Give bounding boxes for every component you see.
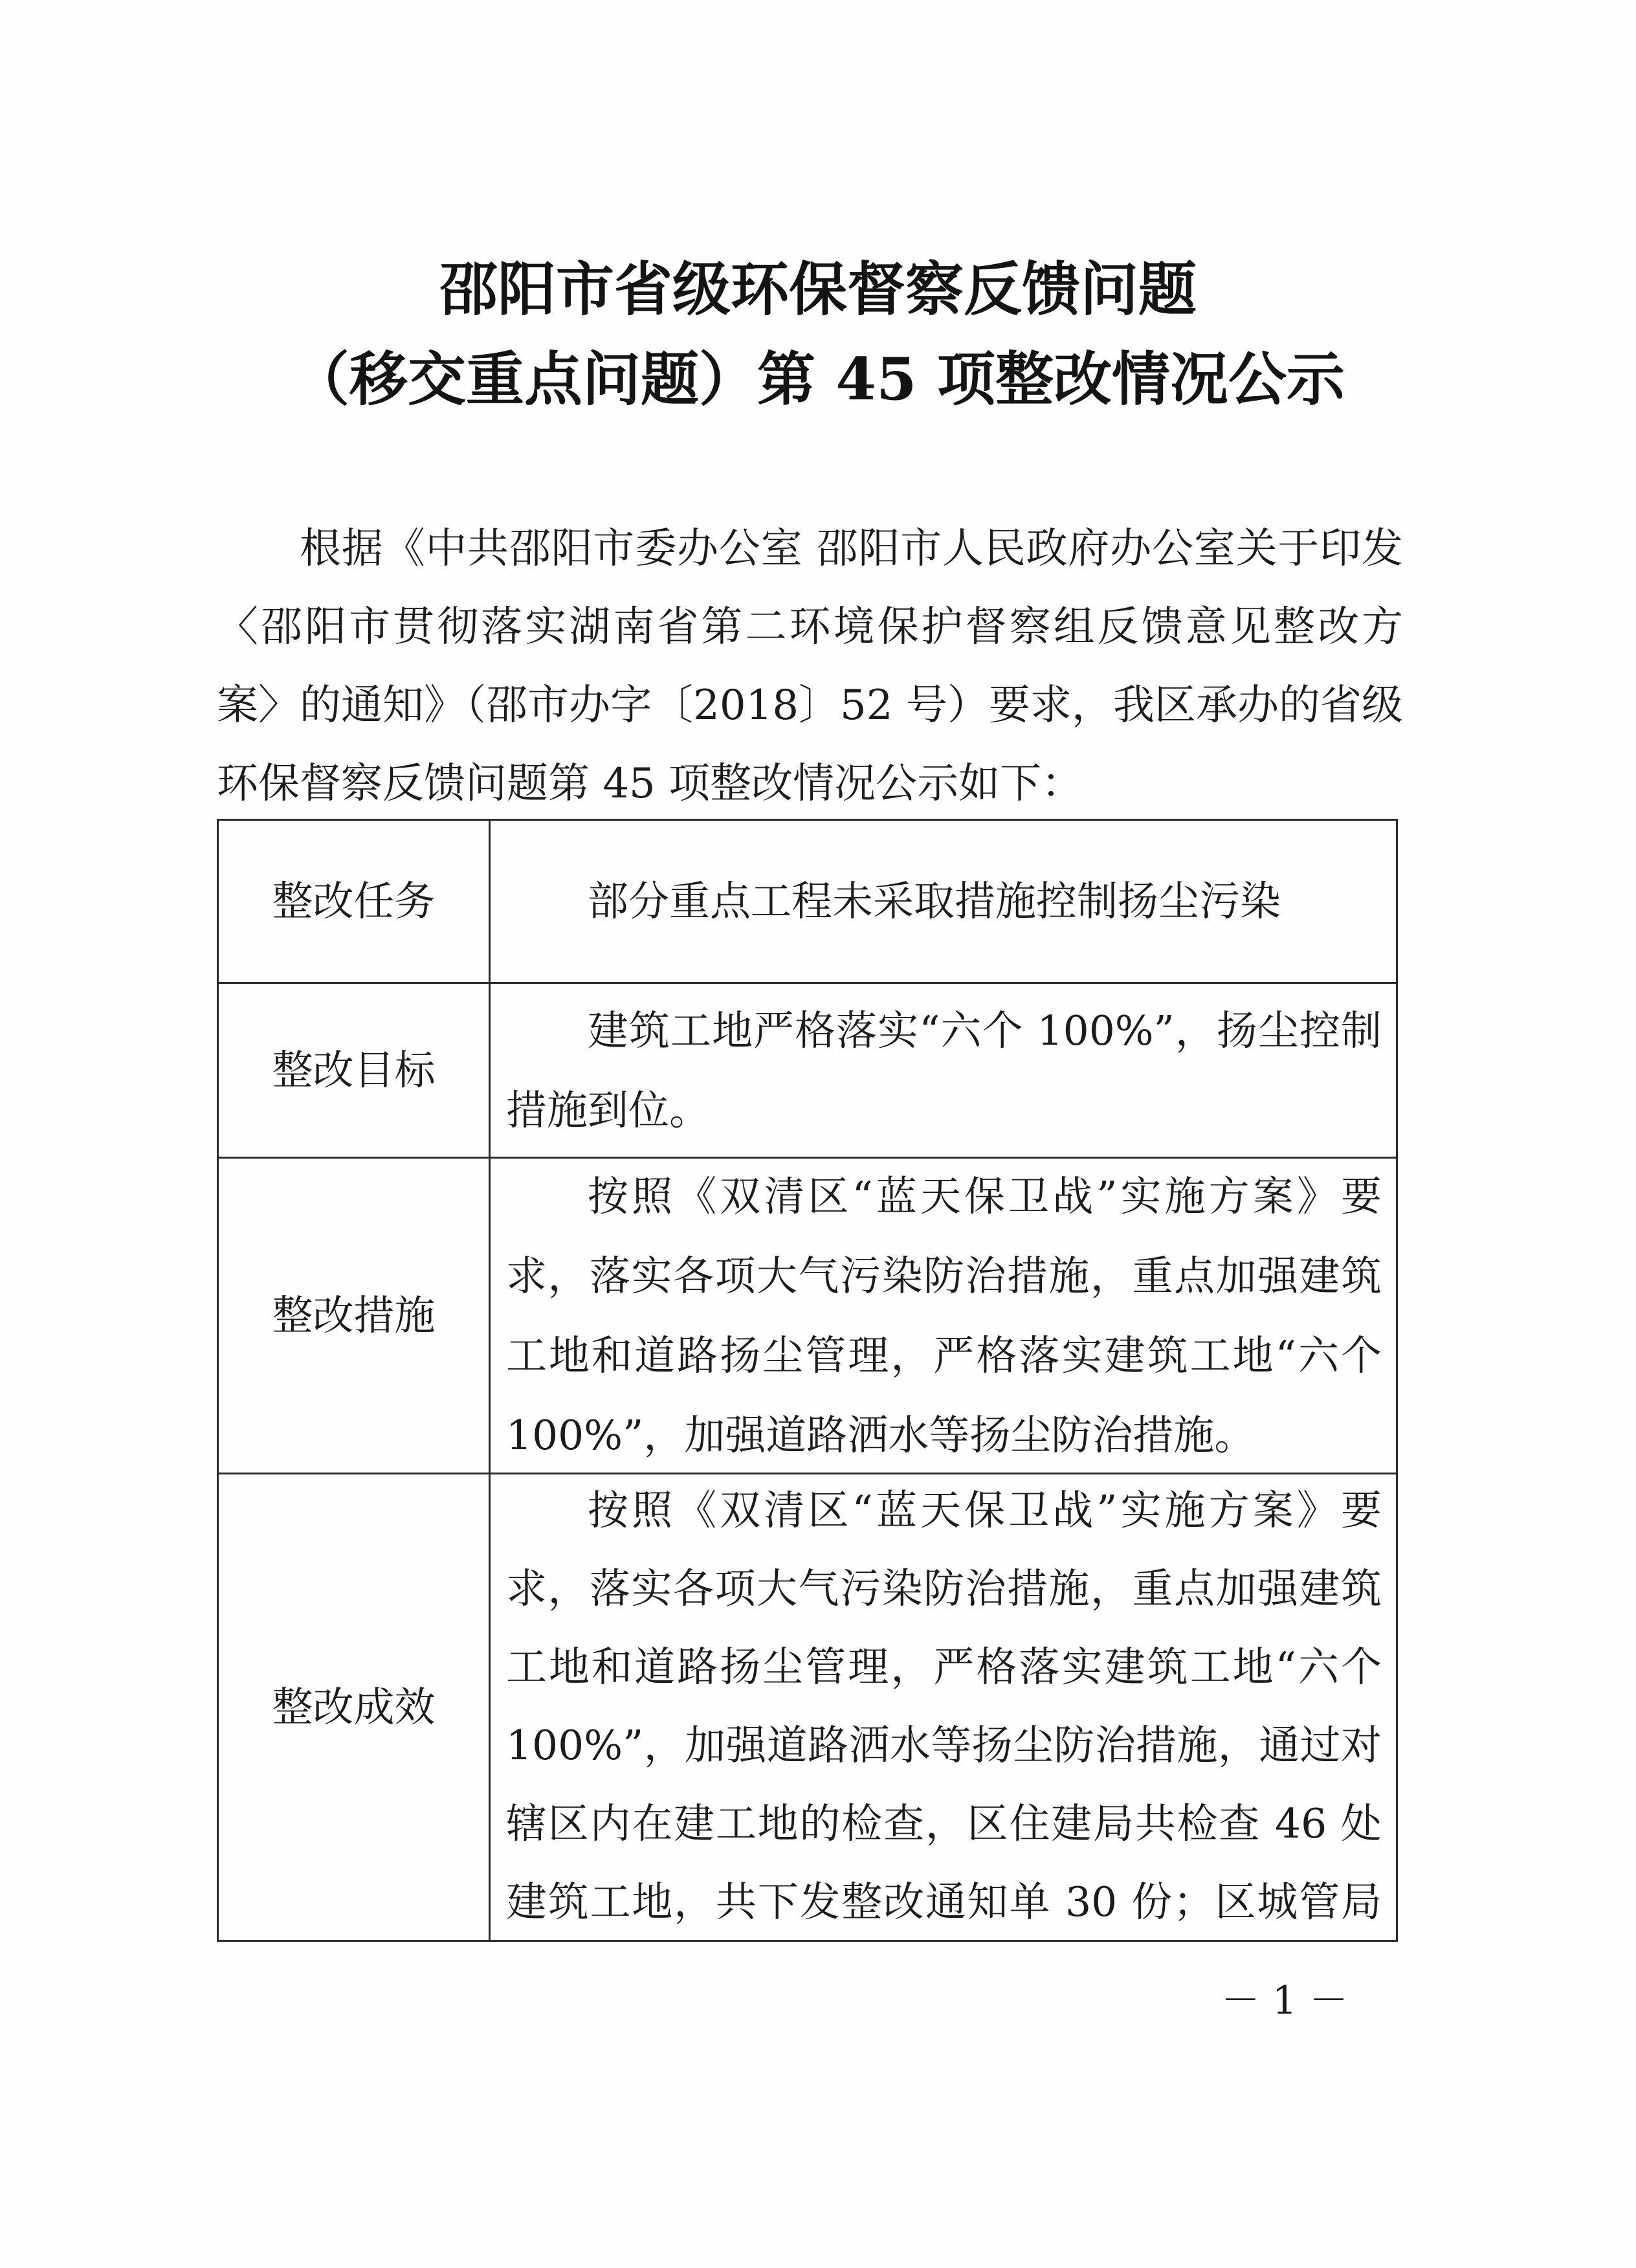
row-content-task xyxy=(491,821,1396,982)
table-row-results xyxy=(219,1474,1396,1942)
intro-line: 根据《中共邵阳市委办公室 邵阳市人民政府办公室关于印发 xyxy=(300,525,1403,573)
content-line: 部分重点工程未采取措施控制扬尘污染 xyxy=(588,878,1281,925)
content-line: 100%”，加强道路洒水等扬尘防治措施。 xyxy=(506,1411,1255,1459)
content-line: 求，落实各项大气污染防治措施，重点加强建筑 xyxy=(506,1565,1382,1612)
table-row-measures xyxy=(219,1159,1396,1474)
intro-line: 案〉的通知》（邵市办字〔2018〕52 号）要求，我区承办的省级 xyxy=(217,682,1403,729)
row-content-goal xyxy=(491,984,1396,1157)
content-line: 100%”，加强道路洒水等扬尘防治措施，通过对 xyxy=(506,1722,1382,1769)
page-number: － 1 － xyxy=(1221,1978,1349,2023)
results-text xyxy=(506,1471,1382,1941)
content-line: 建筑工地严格落实“六个 100%”，扬尘控制 xyxy=(588,1006,1382,1054)
content-line: 工地和道路扬尘管理，严格落实建筑工地“六个 xyxy=(506,1331,1382,1379)
intro-line: 〈邵阳市贯彻落实湖南省第二环境保护督察组反馈意见整改方 xyxy=(217,603,1403,651)
content-line: 措施到位。 xyxy=(506,1086,710,1134)
content-line: 工地和道路扬尘管理，严格落实建筑工地“六个 xyxy=(506,1643,1382,1691)
content-line: 建筑工地，共下发整改通知单 30 份；区城管局 xyxy=(506,1878,1382,1926)
content-line: 按照《双清区“蓝天保卫战”实施方案》要 xyxy=(588,1487,1382,1534)
row-content-measures xyxy=(491,1159,1396,1473)
row-label-goal: 整改目标 xyxy=(219,984,491,1157)
row-label-results: 整改成效 xyxy=(219,1474,491,1940)
intro-paragraph xyxy=(217,510,1403,823)
row-content-results xyxy=(491,1474,1396,1940)
row-label-task: 整改任务 xyxy=(219,821,491,982)
table-row-goal xyxy=(219,984,1396,1159)
table-row-task xyxy=(219,821,1396,984)
document-title-line-2: （移交重点问题）第 45 项整改情况公示 xyxy=(291,345,1345,414)
document-title-line-1: 邵阳市省级环保督察反馈问题 xyxy=(439,255,1197,324)
content-line: 按照《双清区“蓝天保卫战”实施方案》要 xyxy=(588,1172,1382,1220)
intro-line: 环保督察反馈问题第 45 项整改情况公示如下： xyxy=(217,760,1083,808)
content-line: 求，落实各项大气污染防治措施，重点加强建筑 xyxy=(506,1252,1382,1300)
content-line: 辖区内在建工地的检查，区住建局共检查 46 处 xyxy=(506,1800,1382,1847)
rectification-table xyxy=(217,819,1398,1942)
row-label-measures: 整改措施 xyxy=(219,1159,491,1473)
